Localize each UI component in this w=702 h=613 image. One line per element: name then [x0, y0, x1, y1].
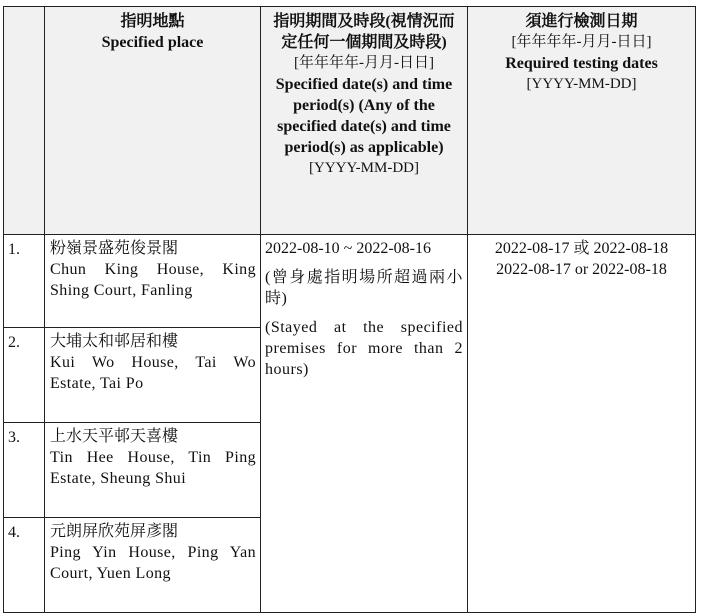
header-period-cell: [261, 7, 468, 235]
header-period-format-zh: [年年年年-月月-日日]: [294, 55, 434, 71]
header-period-en: Specified date(s) and time period(s) (Any of the specified date(s) and time period(s) as applicable): [275, 76, 453, 156]
header-period-zh: 指明期間及時段(視情況而定任何一個期間及時段): [273, 13, 455, 51]
place-name-en: Kui Wo House, Tai Wo Estate, Tai Po: [50, 354, 256, 392]
row-number: 4.: [4, 518, 45, 613]
place-name-en: Tin Hee House, Tin Ping Estate, Sheung Shui: [50, 449, 256, 487]
testing-dates-en: 2022-08-17 or 2022-08-18: [496, 261, 667, 278]
header-dates-format-zh: [年年年年-月月-日日]: [511, 34, 652, 50]
header-place-cell: [45, 7, 261, 235]
header-period-format-en: [YYYY-MM-DD]: [309, 160, 419, 176]
table-header-row: [4, 7, 696, 235]
place-name-en: Chun King House, King Shing Court, Fanling: [50, 261, 256, 299]
header-dates-cell: [468, 7, 696, 235]
row-number: 2.: [4, 328, 45, 423]
place-cell: [45, 235, 261, 328]
place-cell: [45, 423, 261, 518]
row-number: 3.: [4, 423, 45, 518]
table-row: [4, 235, 696, 328]
period-cell: [261, 235, 468, 613]
header-dates-en: Required testing dates: [505, 55, 658, 72]
place-name-zh: 上水天平邨天喜樓: [50, 428, 179, 445]
header-place-en: Specified place: [101, 34, 204, 51]
period-note-en: (Stayed at the specified premises for more than 2 hours): [265, 319, 463, 378]
header-place-zh: 指明地點: [120, 13, 185, 30]
row-number: 1.: [4, 235, 45, 328]
testing-dates-zh: 2022-08-17 或 2022-08-18: [494, 240, 669, 257]
place-cell: [45, 328, 261, 423]
place-name-zh: 元朗屏欣苑屏彥閣: [50, 523, 179, 540]
place-cell: [45, 518, 261, 613]
header-dates-format-en: [YYYY-MM-DD]: [526, 76, 637, 92]
period-note-zh: (曾身處指明場所超過兩小時): [265, 269, 463, 307]
dates-cell: [468, 235, 696, 613]
header-number-cell: [4, 7, 45, 235]
place-name-en: Ping Yin House, Ping Yan Court, Yuen Long: [50, 544, 256, 582]
place-name-zh: 粉嶺景盛苑俊景閣: [50, 240, 179, 257]
header-dates-zh: 須進行檢測日期: [525, 13, 638, 30]
place-name-zh: 大埔太和邨居和樓: [50, 333, 179, 350]
specified-places-table: [3, 6, 696, 613]
period-range: 2022-08-10 ~ 2022-08-16: [265, 240, 431, 257]
